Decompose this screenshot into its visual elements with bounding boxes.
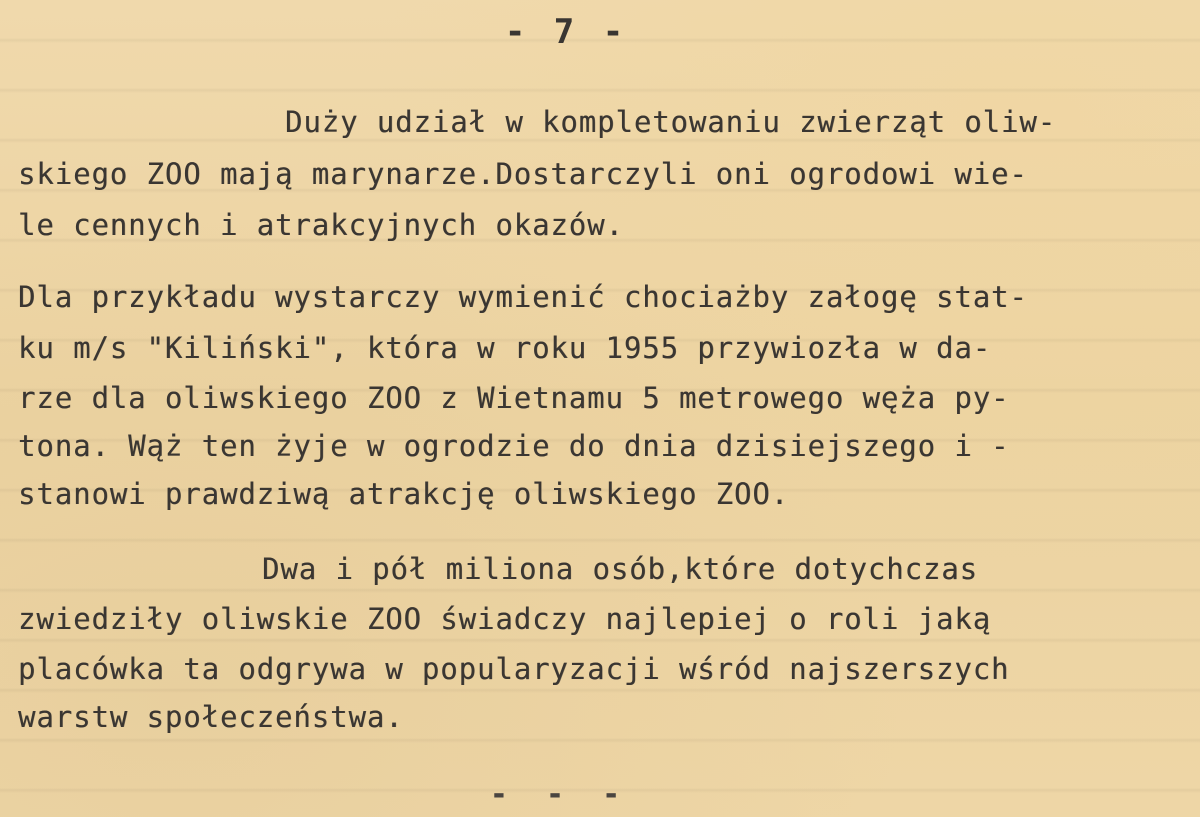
paragraph-3-line-4: warstw społeczeństwa. bbox=[18, 700, 404, 734]
paragraph-3-line-1: Dwa i pół miliona osób,które dotychczas bbox=[262, 552, 979, 586]
page-number: - 7 - bbox=[504, 12, 628, 52]
paragraph-3-line-2: zwiedziły oliwskie ZOO świadczy najlepiej o roli jaką bbox=[18, 602, 992, 636]
paragraph-2-line-5: stanowi prawdziwą atrakcję oliwskiego ZOO. bbox=[18, 477, 790, 511]
paragraph-1-line-2: skiego ZOO mają marynarze.Dostarczyli oni ogrodowi wie- bbox=[18, 157, 1028, 191]
closing-mark: - - - bbox=[489, 777, 631, 812]
paragraph-1-line-1: Duży udział w kompletowaniu zwierząt oliw- bbox=[285, 105, 1057, 139]
paragraph-2-line-4: tona. Wąż ten żyje w ogrodzie do dnia dzisiejszego i - bbox=[18, 429, 1010, 463]
paragraph-1-line-3: le cennych i atrakcyjnych okazów. bbox=[18, 208, 624, 242]
paragraph-2-line-3: rze dla oliwskiego ZOO z Wietnamu 5 metrowego węża py- bbox=[18, 381, 1010, 415]
paragraph-2-line-2: ku m/s "Kiliński", która w roku 1955 przywiozła w da- bbox=[18, 331, 992, 365]
paragraph-3-line-3: placówka ta odgrywa w popularyzacji wśród najszerszych bbox=[18, 652, 1010, 686]
paragraph-2-line-1: Dla przykładu wystarczy wymienić chociażby załogę stat- bbox=[18, 280, 1028, 314]
